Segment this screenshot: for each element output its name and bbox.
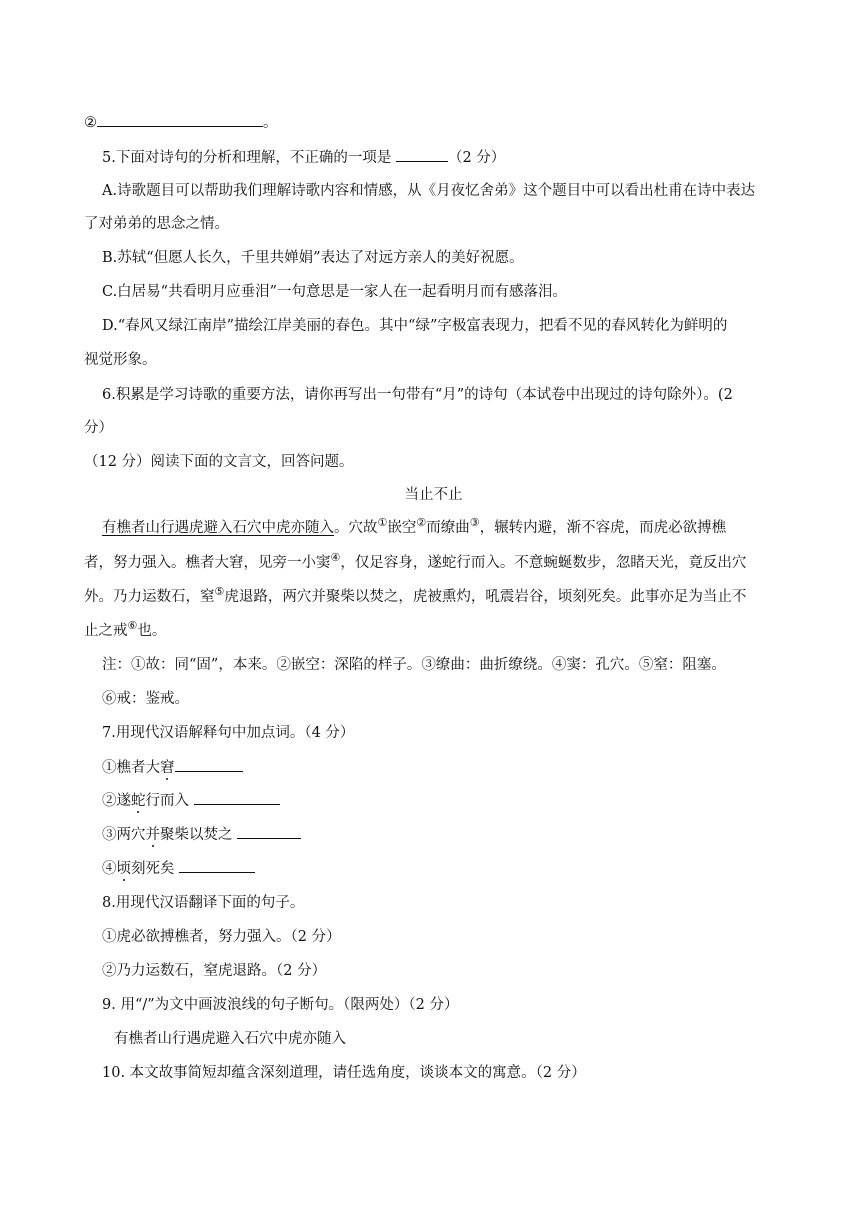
notes-line1: 注：①故：同“固”，本来。②嵌空：深陷的样子。③缭曲：曲折缭绕。④窦：孔穴。⑤窒：阻塞。 [102,657,726,673]
q7-item-text: ③两穴 [102,827,146,843]
q5-option-a-line2: 了对弟弟的思念之情。 [84,216,229,232]
q7-answer-blank[interactable] [179,858,255,873]
dotted-word: 并 [145,827,160,843]
q7-answer-blank[interactable] [194,790,280,805]
dotted-word: 顷 [116,861,131,877]
q9-sentence: 有樵者山行遇虎避入石穴中虎亦随入 [114,1031,346,1047]
note-marker: ④ [330,551,341,565]
q7-item-text: ②遂 [102,793,131,809]
note-marker: ⑥ [127,619,138,633]
dotted-word: 窘 [160,760,175,776]
passage-text: 。穴故 [334,520,378,536]
q7-answer-blank[interactable] [237,824,301,839]
q9-stem: 9. 用“/”为文中画波浪线的句子断句。（限两处）（2 分） [102,997,459,1013]
q8-sentence2: ②乃力运数石，窒虎退路。（2 分） [102,963,327,979]
passage-text: 而缭曲 [426,520,470,536]
note-marker: ③ [469,516,480,530]
passage-text: 止之戒 [84,623,128,639]
passage-text: ，辗转内避，渐不容虎，而虎必欲搏樵 [479,520,727,536]
section-intro: （12 分）阅读下面的文言文，回答问题。 [84,454,354,470]
passage-text: 者，努力强入。樵者大窘，见旁一小窦 [84,555,331,571]
q7-stem: 7.用现代汉语解释句中加点词。（4 分） [102,725,355,741]
passage-text: 也。 [137,623,167,639]
note-marker: ② [416,516,427,530]
q5-option-d-line2: 视觉形象。 [84,352,157,368]
passage-line3 [84,587,746,607]
q5-stem-text: 5.下面对诗句的分析和理解，不正确的一项是 [102,150,396,166]
q5-stem [102,147,505,168]
item-number: ② [84,115,97,131]
q7-item-text: ①樵者大 [102,760,160,776]
period: 。 [263,115,278,131]
passage-title: 当止不止 [404,487,463,503]
notes-line2: ⑥戒：鉴戒。 [102,691,189,707]
q5-score: （2 分） [447,150,506,166]
q7-item-text: 聚柴以焚之 [160,827,238,843]
note-marker: ① [377,516,388,530]
q5-option-c: C.白居易“共看明月应垂泪”一句意思是一家人在一起看明月而有感落泪。 [102,284,568,300]
q5-option-d-line1: D.“春风又绿江南岸”描绘江岸美丽的春色。其中“绿”字极富表现力，把看不见的春风转化为鲜明的 [102,318,728,334]
wavy-underlined-sentence: 有樵者山行遇虎避入石穴中虎亦随入 [102,520,334,536]
answer-blank[interactable] [97,112,263,127]
q7-item4 [102,858,255,879]
q7-item3 [102,824,301,845]
q10-stem: 10. 本文故事简短却蕴含深刻道理，请任选角度，谈谈本文的寓意。（2 分） [102,1065,586,1081]
q5-answer-blank[interactable] [396,147,448,162]
q5-option-a-line1: A.诗歌题目可以帮助我们理解诗歌内容和情感，从《月夜忆舍弟》这个题目中可以看出杜甫在诗中表达 [102,183,756,199]
q7-item-text: 行而入 [145,793,194,809]
q7-item1 [102,757,243,778]
q8-stem: 8.用现代汉语翻译下面的句子。 [102,895,305,911]
q7-item-text: 刻死矣 [131,861,180,877]
q7-item-text: ④ [102,861,117,877]
passage-text: ，仅足容身，遂蛇行而入。不意蜿蜒数步，忽睹天光，竟反出穴 [340,555,747,571]
passage-text: 嵌空 [387,520,417,536]
q7-item2 [102,790,280,811]
q6-line2: 分） [84,420,113,436]
q6-line1: 6.积累是学习诗歌的重要方法，请你再写出一句带有“月”的诗句（本试卷中出现过的诗句除外）。(2 [102,387,733,403]
passage-text: 虎退路，两穴并聚柴以焚之，虎被熏灼，吼震岩谷，顷刻死矣。此事亦足为当止不 [224,589,747,605]
passage-line1 [102,518,726,538]
note-marker: ⑤ [214,585,225,599]
q5-option-b: B.苏轼“但愿人长久，千里共婵娟”表达了对远方亲人的美好祝愿。 [102,250,524,266]
dotted-word: 蛇 [131,793,146,809]
q7-answer-blank[interactable] [175,757,243,772]
passage-line4 [84,621,166,641]
answer-line-2 [84,112,278,133]
passage-text: 外。乃力运数石，窒 [84,589,215,605]
q8-sentence1: ①虎必欲搏樵者，努力强入。（2 分） [102,929,341,945]
passage-line2 [84,553,746,573]
